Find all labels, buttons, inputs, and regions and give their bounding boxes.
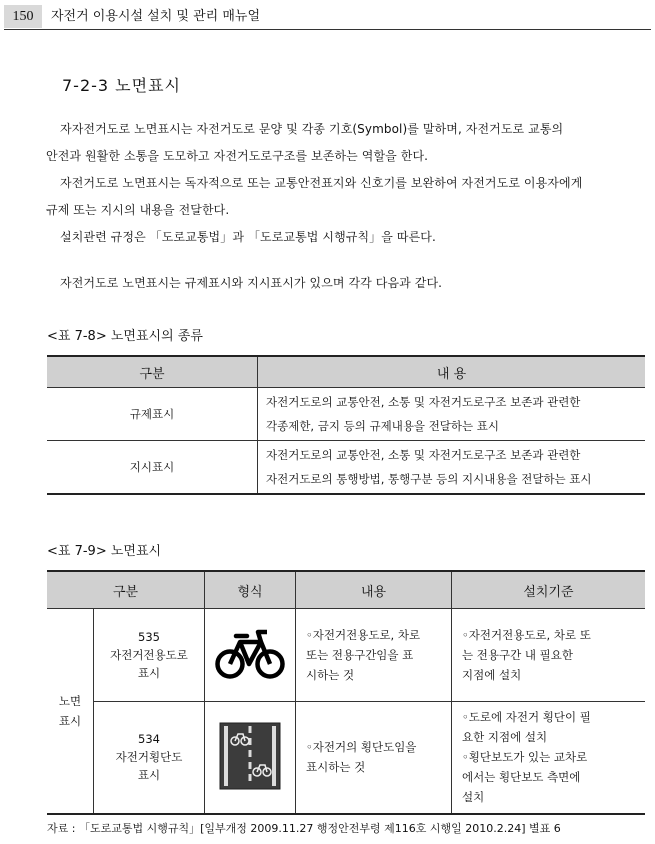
marking-name-line: 표시 (137, 666, 161, 680)
page-header (4, 5, 651, 30)
bicycle-icon (215, 628, 285, 680)
page-number: 150 (4, 5, 42, 28)
marking-code: 534 (138, 732, 160, 747)
paragraph-line: 설치관련 규정은 「도로교통법」과 「도로교통법 시행규칙」을 따른다. (60, 230, 436, 244)
content-line: ◦자전거전용도로, 차로 (306, 628, 421, 642)
bicycle-crossing-icon (219, 722, 281, 790)
criteria-line: 는 전용구간 내 필요한 (462, 648, 573, 662)
table-header-row (47, 356, 645, 388)
table2-caption: <표 7-9> 노면표시 (47, 544, 162, 559)
table-header-row (47, 571, 645, 609)
source-note: 자료 : 「도로교통법 시행규칙」[일부개정 2009.11.27 행정안전부령 제116호 시행일 2010.2.24] 별표 6 (47, 822, 561, 835)
header-title: 자전거 이용시설 설치 및 관리 매뉴얼 (51, 9, 261, 24)
marking-code: 535 (138, 630, 160, 644)
paragraph-line: 자전거도로 노면표시는 규제표시와 지시표시가 있으며 각각 다음과 같다. (60, 276, 443, 290)
description-cell (258, 441, 646, 495)
paragraph-line: 규제 또는 지시의 내용을 전달한다. (46, 203, 230, 217)
table1-caption: <표 7-8> 노면표시의 종류 (47, 329, 203, 344)
description-line: 자전거도로의 교통안전, 소통 및 자전거도로구조 보존과 관련한 (266, 448, 581, 462)
table-header-cell: 설치기준 (452, 571, 646, 609)
section-heading: 7-2-3 노면표시 (62, 76, 181, 95)
marking-name-line: 자전거전용도로 (110, 648, 188, 662)
content-line: ◦자전거의 횡단도임을 (306, 740, 417, 755)
category-cell: 규제표시 (47, 388, 258, 441)
category-line: 노면 (58, 693, 82, 708)
description-line: 자전거도로의 교통안전, 소통 및 자전거도로구조 보존과 관련한 (266, 395, 581, 409)
road-marking-table (47, 570, 645, 815)
table-row (47, 441, 645, 495)
category-cell: 지시표시 (47, 441, 258, 495)
criteria-line: 요한 지점에 설치 (462, 730, 548, 745)
criteria-line: ◦도로에 자전거 횡단이 필 (462, 710, 591, 725)
criteria-line: 설치 (462, 790, 485, 805)
category-cell (47, 609, 94, 814)
content-line: 표시하는 것 (306, 760, 366, 775)
description-line: 자전거도로의 통행방법, 통행구분 등의 지시내용을 전달하는 표시 (266, 472, 592, 486)
table-row (47, 702, 645, 814)
criteria-line: 지점에 설치 (462, 668, 522, 682)
description-line: 각종제한, 금지 등의 규제내용을 전달하는 표시 (266, 419, 500, 433)
marking-name-cell (94, 702, 205, 814)
marking-format-cell (205, 609, 296, 702)
criteria-line: ◦자전거전용도로, 차로 또 (462, 628, 591, 642)
table-header-cell: 내 용 (258, 356, 646, 388)
content-line: 또는 전용구간임을 표 (306, 648, 414, 662)
description-cell (258, 388, 646, 441)
marking-criteria-cell (452, 609, 646, 702)
paragraph-line: 안전과 원활한 소통을 도모하고 자전거도로구조를 보존하는 역할을 한다. (46, 149, 429, 163)
marking-content-cell (296, 702, 452, 814)
content-line: 시하는 것 (306, 668, 355, 682)
marking-format-cell (205, 702, 296, 814)
marking-name-line: 표시 (137, 768, 161, 783)
criteria-line: 에서는 횡단보도 측면에 (462, 770, 581, 785)
table-header-cell: 내용 (296, 571, 452, 609)
marking-content-cell (296, 609, 452, 702)
road-marking-types-table (47, 355, 645, 495)
marking-name-cell (94, 609, 205, 702)
table-header-cell: 구분 (47, 356, 258, 388)
table-row (47, 609, 645, 702)
paragraph-line: 자전거도로 노면표시는 독자적으로 또는 교통안전표지와 신호기를 보완하여 자전거도로 이용자에게 (60, 176, 583, 190)
table-header-cell: 구분 (47, 571, 205, 609)
paragraph-line: 자자전거도로 노면표시는 자전거도로 문양 및 각종 기호(Symbol)를 말하며, 자전거도로 교통의 (60, 122, 564, 136)
marking-criteria-cell (452, 702, 646, 814)
table-row (47, 388, 645, 441)
marking-name-line: 자전거횡단도 (115, 750, 183, 765)
criteria-line: ◦횡단보도가 있는 교차로 (462, 750, 588, 765)
category-line: 표시 (58, 713, 82, 728)
table-header-cell: 형식 (205, 571, 296, 609)
